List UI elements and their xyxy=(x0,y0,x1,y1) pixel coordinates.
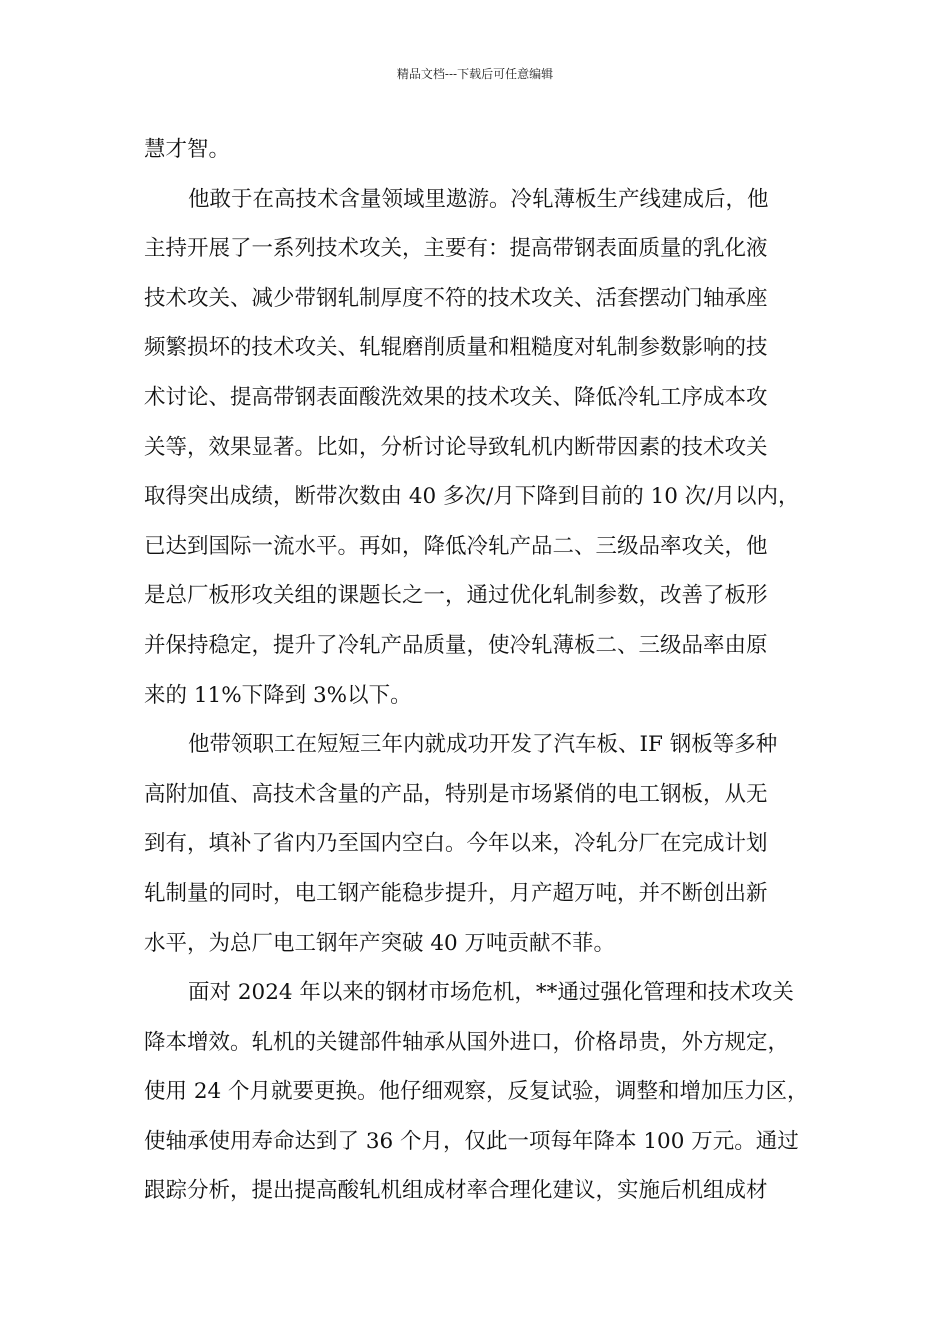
text-line: 已达到国际一流水平。再如，降低冷轧产品二、三级品率攻关，他 xyxy=(144,533,768,559)
paragraph-start-line: 他敢于在高技术含量领域里遨游。冷轧薄板生产线建成后，他 xyxy=(188,186,769,212)
document-body xyxy=(144,125,824,1216)
text-line: 关等，效果显著。比如，分析讨论导致轧机内断带因素的技术攻关 xyxy=(144,434,768,460)
text-line: 主持开展了一系列技术攻关，主要有：提高带钢表面质量的乳化液 xyxy=(144,236,768,262)
text-line: 慧才智。 xyxy=(144,137,231,162)
page-header: 精品文档---下载后可任意编辑 xyxy=(396,67,554,81)
text-line: 跟踪分析，提出提高酸轧机组成材率合理化建议，实施后机组成材 xyxy=(144,1178,768,1204)
text-line: 高附加值、高技术含量的产品，特别是市场紧俏的电工钢板，从无 xyxy=(144,781,768,807)
text-line: 使用 24 个月就要更换。他仔细观察，反复试验，调整和增加压力区， xyxy=(144,1079,809,1105)
text-line: 术讨论、提高带钢表面酸洗效果的技术攻关、降低冷轧工序成本攻 xyxy=(144,384,768,410)
text-line: 来的 11%下降到 3%以下。 xyxy=(144,682,412,708)
text-line: 水平，为总厂电工钢年产突破 40 万吨贡献不菲。 xyxy=(144,930,616,956)
text-line: 使轴承使用寿命达到了 36 个月，仅此一项每年降本 100 万元。通过 xyxy=(144,1128,799,1154)
paragraph-start-line: 面对 2024 年以来的钢材市场危机，**通过强化管理和技术攻关 xyxy=(188,980,794,1006)
text-line: 是总厂板形攻关组的课题长之一，通过优化轧制参数，改善了板形 xyxy=(144,583,768,609)
paragraph-start-line: 他带领职工在短短三年内就成功开发了汽车板、IF 钢板等多种 xyxy=(188,732,778,758)
text-line: 并保持稳定，提升了冷轧产品质量，使冷轧薄板二、三级品率由原 xyxy=(144,632,768,658)
text-line: 到有，填补了省内乃至国内空白。今年以来，冷轧分厂在完成计划 xyxy=(144,831,768,857)
text-line: 轧制量的同时，电工钢产能稳步提升，月产超万吨，并不断创出新 xyxy=(144,880,768,906)
text-line: 降本增效。轧机的关键部件轴承从国外进口，价格昂贵，外方规定， xyxy=(144,1029,790,1055)
text-line: 频繁损坏的技术攻关、轧辊磨削质量和粗糙度对轧制参数影响的技 xyxy=(144,335,768,361)
text-line: 技术攻关、减少带钢轧制厚度不符的技术攻关、活套摆动门轴承座 xyxy=(144,285,768,311)
text-line: 取得突出成绩，断带次数由 40 多次/月下降到目前的 10 次/月以内， xyxy=(144,484,800,510)
